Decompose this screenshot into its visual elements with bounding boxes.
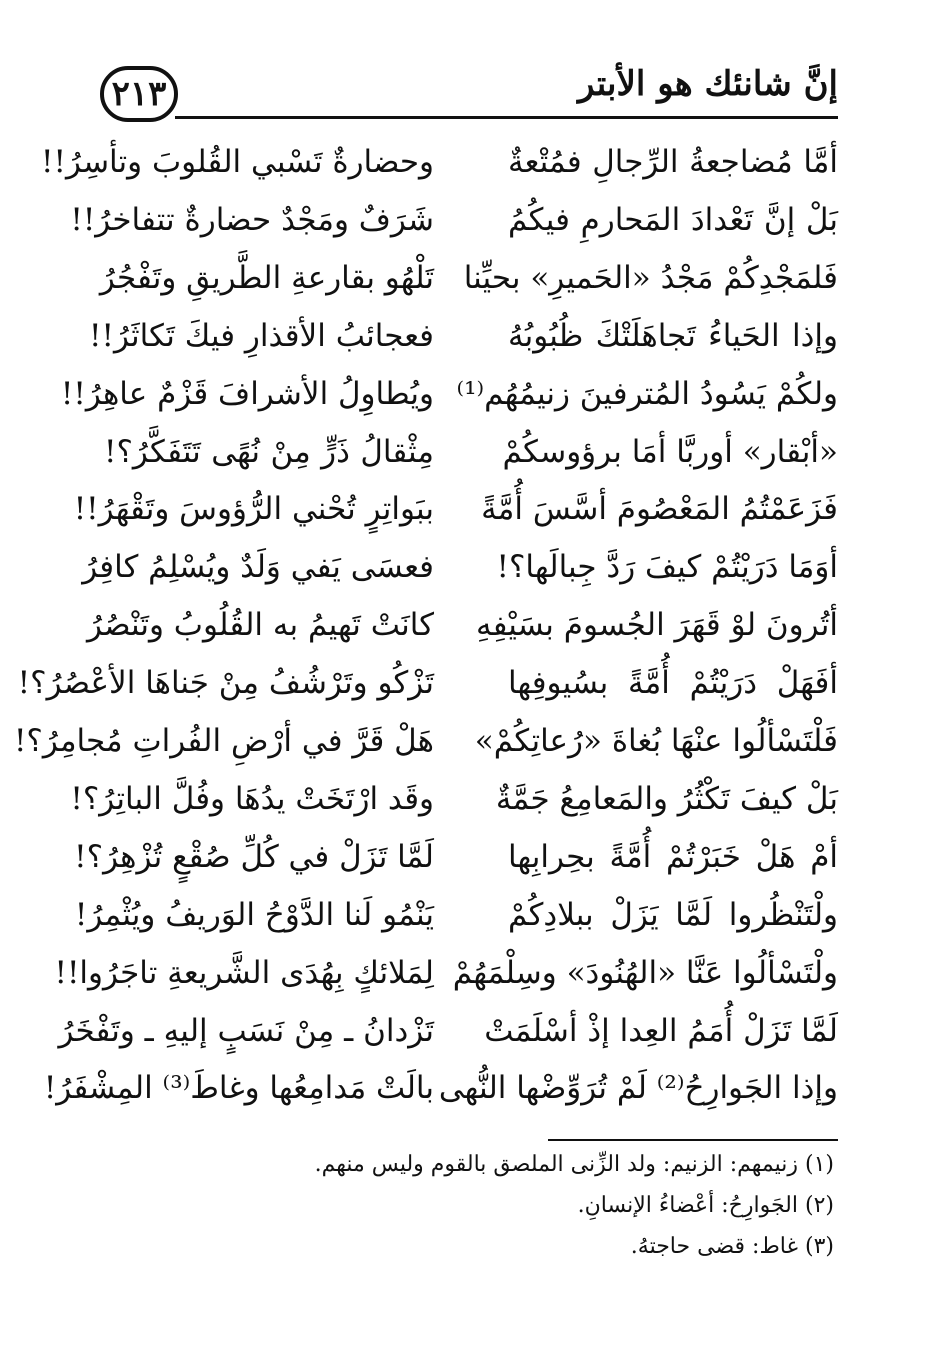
poem-line <box>0 713 942 769</box>
footnote: (٢) الجَوارِحُ: أعْضاءُ الإنسانِ. <box>577 1193 834 1218</box>
hemistich-second: وحضارةٌ تَسْبي القُلوبَ وتأسِرُ!! <box>41 144 434 180</box>
hemistich-first: أمَّا مُضاجعةُ الرِّجالِ فمُتْعةٌ <box>508 144 838 180</box>
hemistich-first: ولْتَنْظُروا لَمَّا يَزَلْ ببلادِكُمْ <box>508 897 838 933</box>
hemistich-second: لَمَّا تَزَلْ في كُلِّ صُقْعٍ تُزْهِرُ؟! <box>74 839 434 875</box>
footnote: (١) زنيمهم: الزنيم: ولد الزِّنى الملصق بالقوم وليس منهم. <box>314 1152 834 1177</box>
poem-line <box>0 250 942 306</box>
poem-line <box>0 887 942 943</box>
hemistich-second: تَلْهُو بقارعةِ الطَّريقِ وتَفْجُرُ <box>99 260 434 296</box>
hemistich-first: أفَهَلْ دَرَيْتُمْ أُمَّةً بسُيوفِها <box>508 665 838 701</box>
hemistich-first: فَلْتَسْألُوا عنْهَا بُغاةَ «رُعاتِكُمْ» <box>474 723 838 759</box>
hemistich-second: ويُطاوِلُ الأشرافَ قَزْمٌ عاهِرُ!! <box>60 376 434 412</box>
footnote: (٣) غاط: قضى حاجتهُ. <box>630 1234 834 1259</box>
header-rule <box>175 116 838 119</box>
hemistich-first: فَلمَجْدِكُمْ مَجْدُ «الحَميرِ» بحيِّنا <box>463 260 838 296</box>
hemistich-first: بَلْ كيفَ تَكْثُرُ والمَعامِعُ جَمَّةٌ <box>495 781 838 817</box>
poem-line <box>0 655 942 711</box>
poem-line <box>0 945 942 1001</box>
hemistich-first: وإذا الحَياءُ تَجاهَلَتْكَ ظُبُوبُهُ <box>508 318 838 354</box>
hemistich-second: ببَواتِرٍ تُحْني الرُّؤوسَ وتَقْهَرُ!! <box>73 491 434 527</box>
page-number-badge <box>100 66 178 122</box>
poem-line <box>0 829 942 885</box>
poem-line <box>0 308 942 364</box>
poem-line <box>0 539 942 595</box>
hemistich-first: «أبْقار» أوربَّا أمَا برؤوسكُمْ <box>502 434 838 470</box>
poem-line <box>0 771 942 827</box>
hemistich-first: أوَمَا دَرَيْتُمْ كيفَ رَدَّ جِبالَها؟! <box>496 549 838 585</box>
hemistich-second: شَرَفٌ ومَجْدٌ حضارةٌ تتفاخرُ!! <box>70 202 434 238</box>
hemistich-first: أتُرونَ لوْ قَهَرَ الجُسومَ بسَيْفِهِ <box>475 607 838 643</box>
hemistich-first: وإذا الجَوارِحُ⁽²⁾ لَمْ تُرَوِّضْها النُّهى <box>438 1070 838 1106</box>
hemistich-second: فعسَى يَفي وَلَدٌ ويُسْلِمُ كافِرُ <box>82 549 434 585</box>
hemistich-second: بالَتْ مَدامِعُها وغاطَ⁽³⁾ المِشْفَرُ! <box>43 1070 434 1106</box>
poem-line <box>0 366 942 422</box>
hemistich-second: تَزْكُو وتَرْشُفُ مِنْ جَناهَا الأعْصُرُ؟! <box>17 665 434 701</box>
hemistich-second: يَنْمُو لَنا الدَّوْحُ الوَريفُ ويُثْمِرُ! <box>74 897 434 933</box>
hemistich-second: فعجائبُ الأقذارِ فيكَ تَكاثَرُ!! <box>89 318 434 354</box>
hemistich-second: وقَد ارْتَخَتْ يدُهَا وفُلَّ الباتِرُ؟! <box>70 781 434 817</box>
hemistich-second: كانَتْ تَهيمُ به القُلُوبُ وتَنْصُرُ <box>87 607 434 643</box>
poem-line <box>0 134 942 190</box>
poem-line <box>0 1003 942 1059</box>
page-number: ٢١٣ <box>111 74 167 114</box>
hemistich-first: أمْ هَلْ خَبَرْتُمْ أُمَّةً بحِرابِها <box>508 839 838 875</box>
poem-line <box>0 1060 942 1116</box>
poem-line <box>0 597 942 653</box>
page-header-title: إنَّ شانئك هو الأبتر <box>578 64 838 104</box>
poem-line <box>0 424 942 480</box>
hemistich-second: تَزْدانُ ـ مِنْ نَسَبٍ إليهِ ـ وتَفْخَرُ <box>58 1013 434 1049</box>
hemistich-second: هَلْ قَرَّ في أرْضِ الفُراتِ مُجامِرُ؟! <box>13 723 434 759</box>
poem-line <box>0 481 942 537</box>
hemistich-first: ولْتَسْألُوا عَنَّا «الهُنُودَ» وسِلْمَهُمْ <box>452 955 838 991</box>
poem-line <box>0 192 942 248</box>
hemistich-second: لِمَلائكٍ بِهُدَى الشَّريعةِ تاجَرُوا!! <box>54 955 434 991</box>
hemistich-first: ولكُمْ يَسُودُ المُترفينَ زنيمُهُم⁽¹⁾ <box>456 376 838 412</box>
footnote-rule <box>548 1139 838 1141</box>
hemistich-first: بَلْ إنَّ تَعْدادَ المَحارمِ فيكُمُ <box>508 202 838 238</box>
hemistich-first: لَمَّا تَزَلْ أُمَمُ العِدا إذْ أسْلَمَتْ <box>484 1013 838 1049</box>
hemistich-first: فَزَعَمْتُمُ المَعْصُومَ أسَّسَ أُمَّةً <box>481 491 838 527</box>
hemistich-second: مِثْقالُ ذَرٍّ مِنْ نُهًى تَتَفَكَّرُ؟! <box>104 434 434 470</box>
